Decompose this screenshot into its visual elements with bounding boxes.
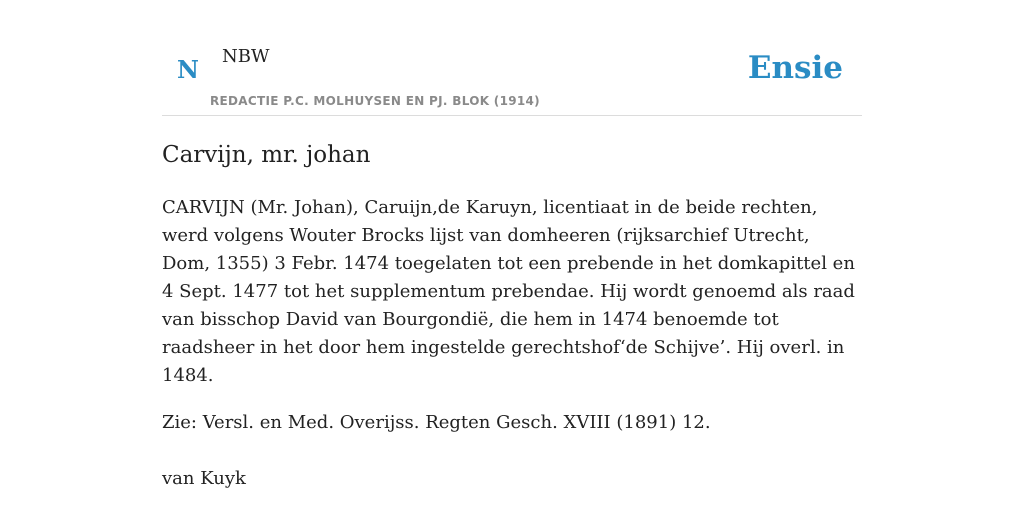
- article-reference: Zie: Versl. en Med. Overijss. Regten Gesch. XVIII (1891) 12.: [162, 412, 711, 433]
- source-header: [162, 0, 862, 116]
- source-name[interactable]: NBW: [222, 46, 270, 67]
- brand-logo[interactable]: Ensie: [747, 50, 843, 86]
- source-subtitle: REDACTIE P.C. MOLHUYSEN EN PJ. BLOK (1914): [210, 94, 540, 108]
- source-logo-icon[interactable]: N: [177, 55, 199, 84]
- article-author: van Kuyk: [162, 468, 246, 489]
- page-title: Carvijn, mr. johan: [162, 142, 371, 168]
- article-body: CARVIJN (Mr. Johan), Caruijn,de Karuyn, licentiaat in de beide rechten, werd volgens Wouter Brocks lijst van domheeren (rijksarchief Utrecht, Dom, 1355) 3 Febr. 1474 toegelaten tot een prebende in het domkapittel en 4 Sept. 1477 tot het supplementum prebendae. Hij wordt genoemd als raad van bisschop David van Bourgondië, die hem in 1474 benoemde tot raadsheer in het door hem ingestelde gerechtshof‘de Schijve’. Hij overl. in 1484.: [162, 197, 855, 386]
- article-page: [162, 0, 862, 493]
